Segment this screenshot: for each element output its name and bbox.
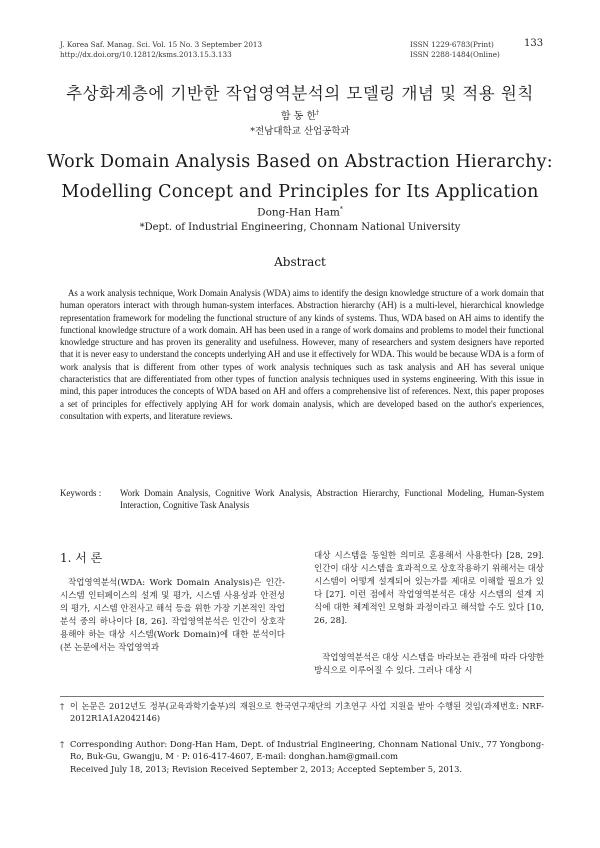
received-dates: Received July 18, 2013; Revision Received September 2, 2013; Accepted September 5, 2013. — [70, 763, 463, 774]
corresponding-author-info: Corresponding Author: Dong-Han Ham, Dept. of Industrial Engineering, Chonnam National Univ., 77 Yongbong-Ro, Buk-Gu, Gwangju, M · P: 016-417-4607, E-mail: donghan.ham@gmail.com — [70, 739, 544, 762]
korean-author-name: 함 동 한 — [280, 111, 317, 122]
corresponding-footnote-mark: † — [60, 739, 65, 749]
funding-footnote-mark: † — [60, 701, 65, 711]
body-left-column: 작업영역분석(WDA: Work Domain Analysis)은 인간-시스템 인터페이스의 설계 및 평가, 시스템 사용성과 안전성의 평가, 시스템 안전사고 해석 등을 위한 가장 기본적인 작업분석 중의 하나이다 [8, 26]. 작업영역분석은 인간이 상호작용해야 하는 대상 시스템(Work Domain)에 대한 분석이다 (본 논문에서는 작업영역과 — [60, 578, 285, 653]
korean-author — [0, 107, 600, 122]
english-affiliation: *Dept. of Industrial Engineering, Chonnam National University — [139, 222, 461, 233]
running-header-right — [410, 40, 500, 60]
abstract-body: As a work analysis technique, Work Domain Analysis (WDA) aims to identify the design knowledge structure of a work domain that human operators interact with through human-system interfaces. Abstraction hierarchy (AH) is a multi-level, hierarchical knowledge representation framework for modeling the functional structure of any kinds of systems. Thus, WDA based on AH aims to identify the functional knowledge structure of a work domain. AH has been used in a range of work domains and problems to model their functional knowledge structure and has proven its generality and usefulness. However, many of researchers and system designers have reported that it is never easy to understand the concepts underlying AH and use it effectively for WDA. This would be because WDA is a form of work analysis that is different from other types of work analysis techniques such as task analysis and AH has several unique characteristics that are differentiated from other types of function analysis techniques used in systems engineering. With this issue in mind, this paper introduces the concepts of WDA based on AH and offers a comprehensive list of references. Next, this paper proposes a set of principles for effectively applying AH for work domain analysis, which are developed based on the author's experiences, consultation with experts, and literature reviews. — [60, 288, 544, 421]
korean-title: 추상화계층에 기반한 작업영역분석의 모델링 개념 및 적용 원칙 — [66, 84, 534, 103]
english-author-mark: * — [339, 206, 343, 213]
footnote-divider — [60, 696, 544, 697]
section-title: 1. 서 론 — [60, 551, 103, 565]
korean-affiliation: *전남대학교 산업공학과 — [250, 126, 350, 137]
body-right-column-paragraph1: 대상 시스템을 동일한 의미로 혼용해서 사용한다) [28, 29]. 인간이 대상 시스템을 효과적으로 상호작용하기 위해서는 대상 시스템이 어떻게 설계되어 있는가를 제대로 이해할 필요가 있다 [27]. 이런 점에서 작업영역분석은 대상 시스템의 설계 지식에 대한 체계적인 모형화 과정이라고 해석할 수도 있다 [10, 26, 28]. — [314, 551, 544, 626]
page-number: 133 — [524, 38, 544, 49]
english-author-name: Dong-Han Ham — [257, 206, 340, 219]
running-header-left — [60, 40, 262, 60]
funding-footnote-text: 이 논문은 2012년도 정부(교육과학기술부)의 재원으로 한국연구재단의 기초연구 사업 지원을 받아 수행된 것임(과제번호: NRF-2012R1A1A2042146) — [70, 701, 544, 724]
issn-print: ISSN 1229-6783(Print) — [410, 40, 494, 49]
english-author — [0, 206, 600, 219]
body-right-column-paragraph2: 작업영역분석은 대상 시스템을 바라보는 관점에 따라 다양한 방식으로 이루어질 수 있다. 그러나 대상 시 — [314, 653, 544, 676]
corresponding-footnote-text — [70, 738, 544, 775]
english-title-line1: Work Domain Analysis Based on Abstraction Hierarchy: — [47, 152, 553, 172]
issn-online: ISSN 2288-1484(Online) — [410, 50, 500, 59]
keywords-list: Work Domain Analysis, Cognitive Work Analysis, Abstraction Hierarchy, Functional Modeling, Human-System Interaction, Cognitive Task Analysis — [120, 488, 544, 511]
english-title-line2: Modelling Concept and Principles for Its Application — [61, 182, 539, 202]
abstract-heading: Abstract — [274, 255, 326, 269]
keywords-label: Keywords : — [60, 488, 102, 498]
journal-citation: J. Korea Saf. Manag. Sci. Vol. 15 No. 3 September 2013 — [60, 40, 263, 49]
korean-author-mark: † — [316, 109, 320, 117]
doi-link[interactable]: http://dx.doi.org/10.12812/ksms.2013.15.3.133 — [60, 50, 232, 59]
